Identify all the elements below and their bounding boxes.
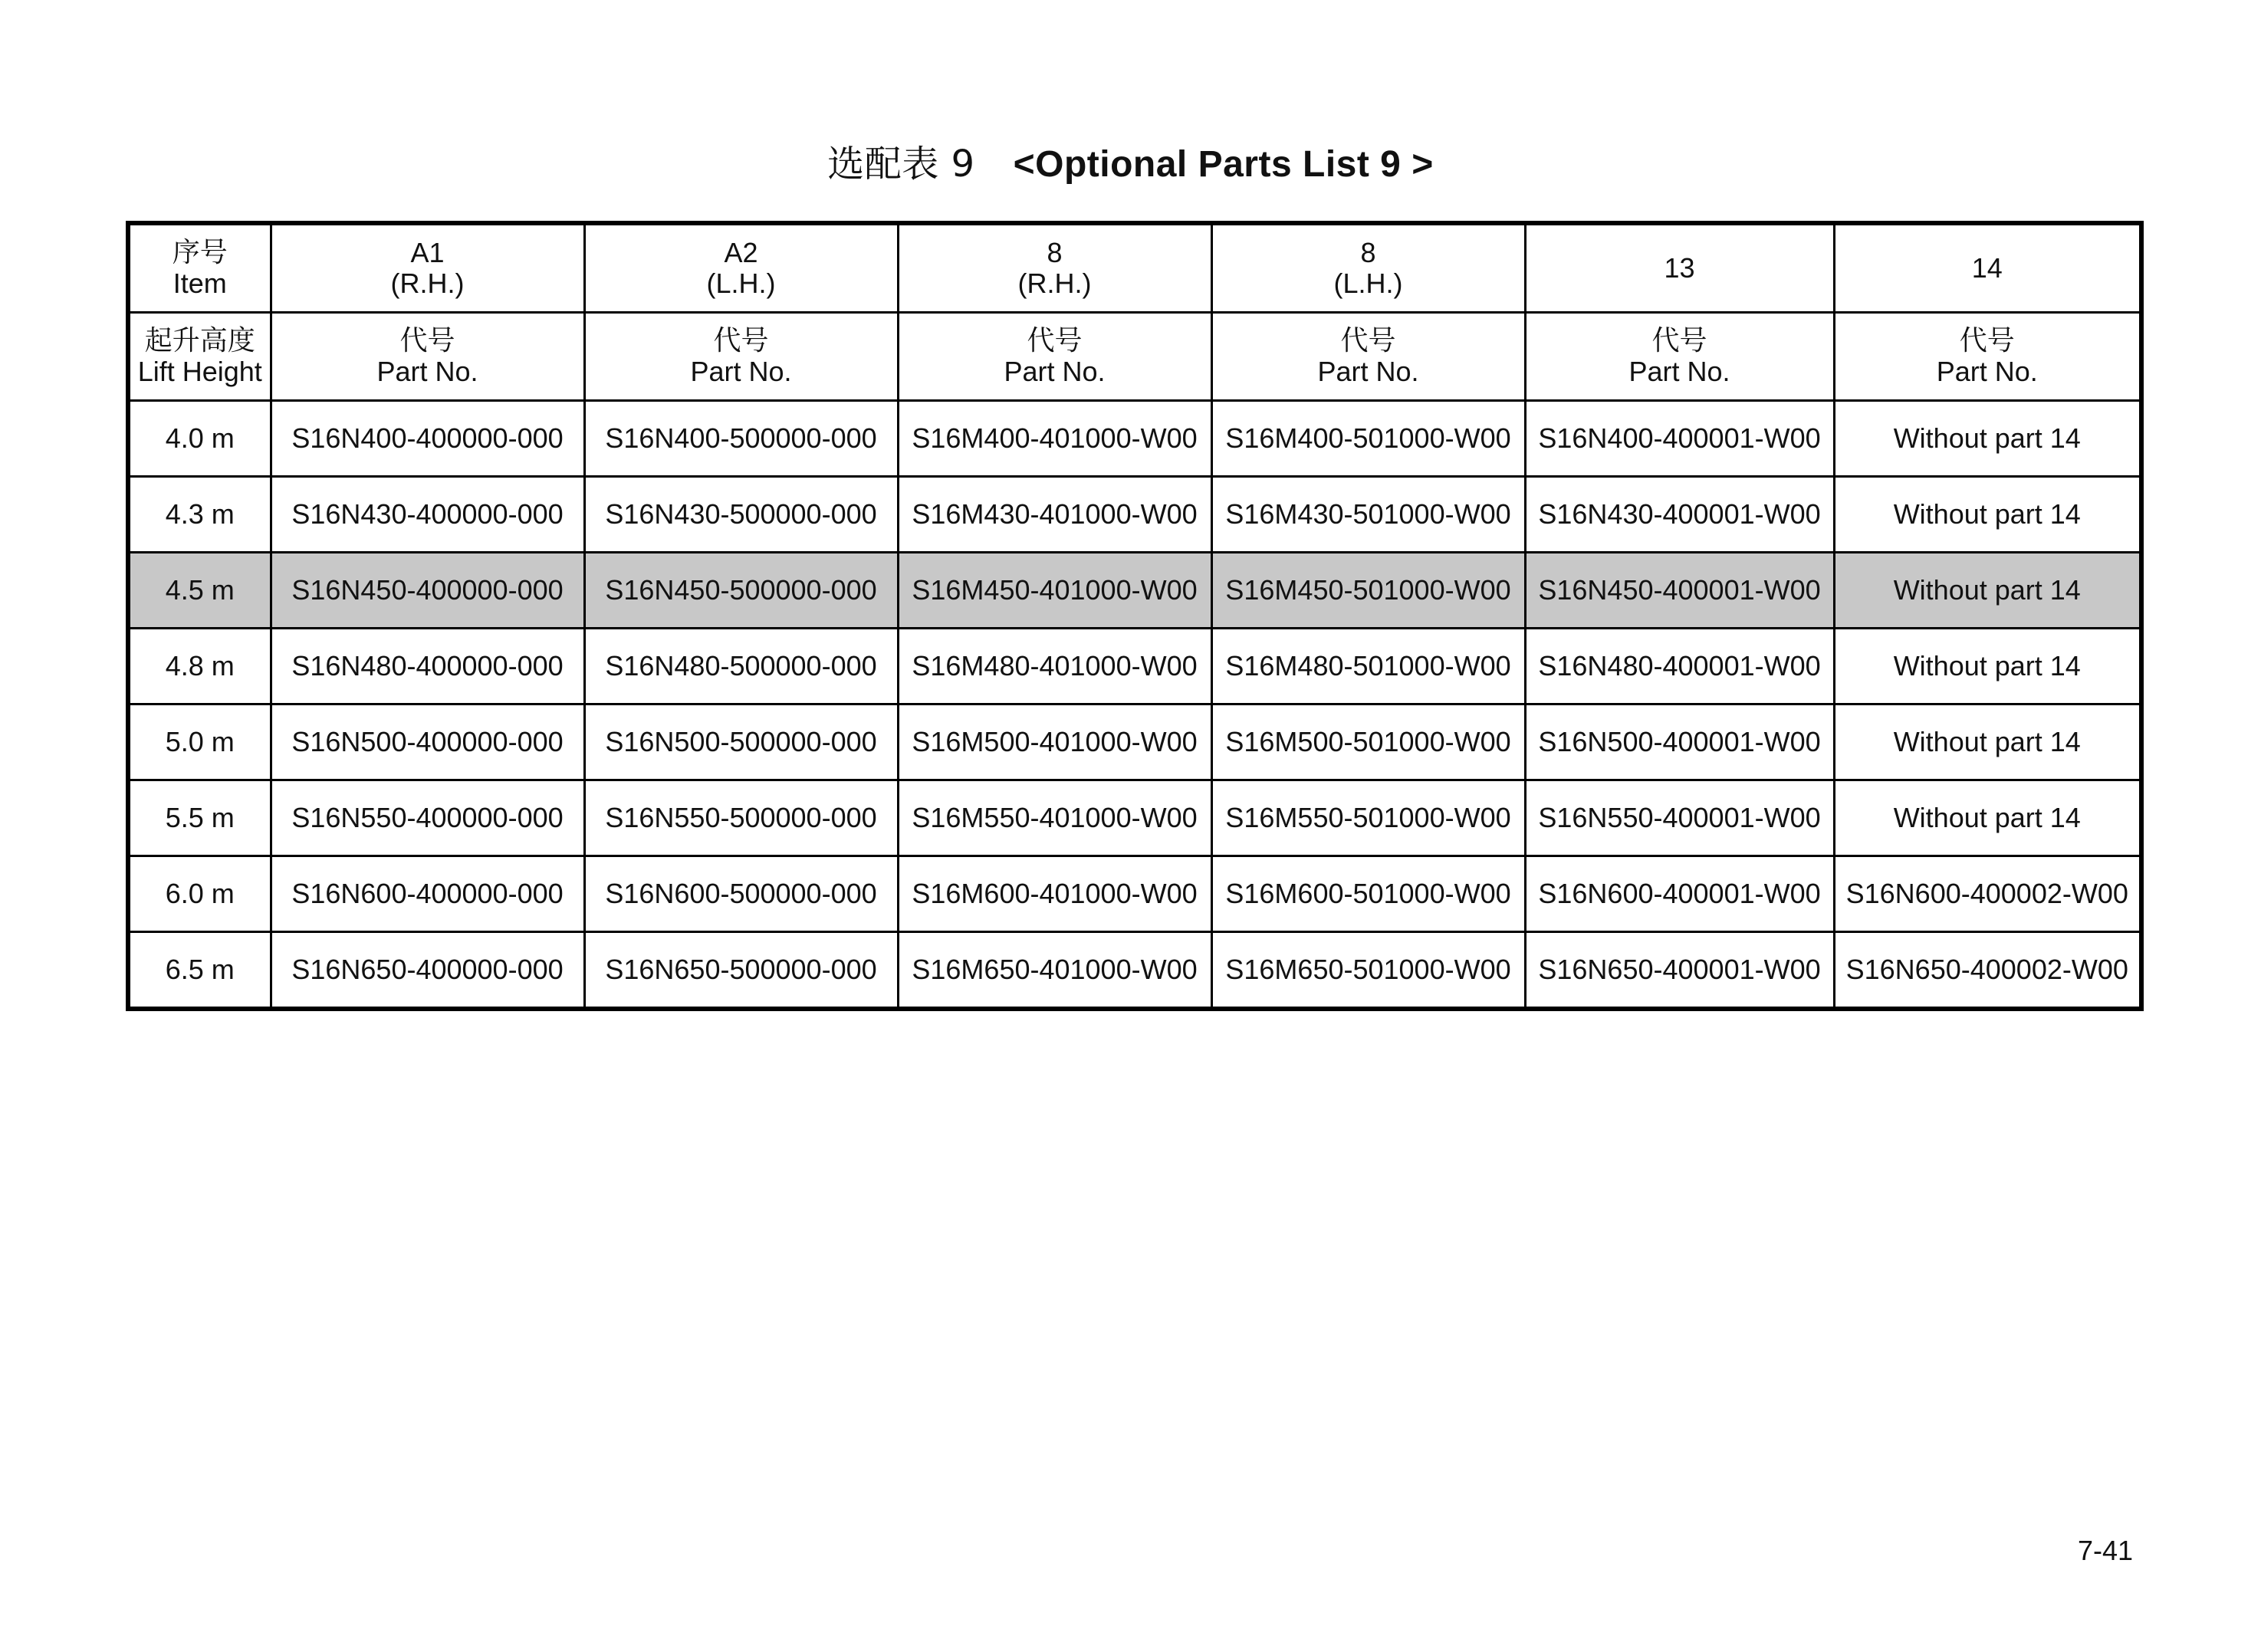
part-no-cell: S16N430-400001-W00 — [1525, 477, 1834, 553]
header-row-item — [128, 223, 2141, 313]
part-no-cell: S16M430-401000-W00 — [898, 477, 1211, 553]
part-no-cell: S16M500-401000-W00 — [898, 704, 1211, 780]
part-no-cell: Without part 14 — [1834, 553, 2141, 629]
part-no-cell: S16M480-501000-W00 — [1211, 629, 1525, 704]
part-no-cell: S16N550-500000-000 — [584, 780, 898, 856]
part-no-cell: S16M600-501000-W00 — [1211, 856, 1525, 932]
part-no-cell: S16N400-400000-000 — [271, 401, 584, 477]
table-row — [128, 856, 2141, 932]
header-cell: 14 — [1834, 223, 2141, 313]
part-no-cell: Without part 14 — [1834, 704, 2141, 780]
header-cell: 8 (L.H.) — [1211, 223, 1525, 313]
part-no-cell: S16N400-400001-W00 — [1525, 401, 1834, 477]
part-no-cell: S16N500-500000-000 — [584, 704, 898, 780]
table-row — [128, 629, 2141, 704]
part-no-cell: S16M550-501000-W00 — [1211, 780, 1525, 856]
header-cell: 13 — [1525, 223, 1834, 313]
part-no-cell: S16N550-400000-000 — [271, 780, 584, 856]
part-no-cell: S16M400-501000-W00 — [1211, 401, 1525, 477]
header-cell: 代号 Part No. — [1834, 313, 2141, 401]
header-cell: A2 (L.H.) — [584, 223, 898, 313]
lift-height-cell: 4.5 m — [128, 553, 271, 629]
part-no-cell: S16N650-400001-W00 — [1525, 932, 1834, 1010]
lift-height-cell: 6.0 m — [128, 856, 271, 932]
part-no-cell: S16N430-400000-000 — [271, 477, 584, 553]
header-cell: 8 (R.H.) — [898, 223, 1211, 313]
optional-parts-table — [126, 221, 2144, 1011]
page-title — [0, 134, 2261, 187]
part-no-cell: S16N480-400001-W00 — [1525, 629, 1834, 704]
part-no-cell: S16N500-400000-000 — [271, 704, 584, 780]
part-no-cell: Without part 14 — [1834, 629, 2141, 704]
part-no-cell: S16N600-500000-000 — [584, 856, 898, 932]
part-no-cell: S16N400-500000-000 — [584, 401, 898, 477]
table-row — [128, 401, 2141, 477]
table-row — [128, 704, 2141, 780]
header-cell: 代号 Part No. — [898, 313, 1211, 401]
header-cell: 起升高度 Lift Height — [128, 313, 271, 401]
header-cell: 代号 Part No. — [1211, 313, 1525, 401]
part-no-cell: S16N450-400001-W00 — [1525, 553, 1834, 629]
table-row — [128, 932, 2141, 1010]
part-no-cell: S16M480-401000-W00 — [898, 629, 1211, 704]
part-no-cell: S16N600-400001-W00 — [1525, 856, 1834, 932]
header-cell: 代号 Part No. — [584, 313, 898, 401]
lift-height-cell: 5.0 m — [128, 704, 271, 780]
part-no-cell: S16M450-401000-W00 — [898, 553, 1211, 629]
title-cn: 选配表 9 — [827, 143, 975, 186]
table-row — [128, 780, 2141, 856]
part-no-cell: Without part 14 — [1834, 477, 2141, 553]
header-cell: 代号 Part No. — [271, 313, 584, 401]
part-no-cell: S16N480-400000-000 — [271, 629, 584, 704]
part-no-cell: S16N650-400002-W00 — [1834, 932, 2141, 1010]
part-no-cell: S16N600-400002-W00 — [1834, 856, 2141, 932]
table-row-highlighted — [128, 553, 2141, 629]
title-en: <Optional Parts List 9 > — [1013, 144, 1434, 185]
part-no-cell: S16N450-400000-000 — [271, 553, 584, 629]
part-no-cell: S16N650-500000-000 — [584, 932, 898, 1010]
lift-height-cell: 5.5 m — [128, 780, 271, 856]
header-row-part-no — [128, 313, 2141, 401]
part-no-cell: S16N500-400001-W00 — [1525, 704, 1834, 780]
part-no-cell: S16M500-501000-W00 — [1211, 704, 1525, 780]
lift-height-cell: 4.0 m — [128, 401, 271, 477]
part-no-cell: S16N550-400001-W00 — [1525, 780, 1834, 856]
part-no-cell: S16M550-401000-W00 — [898, 780, 1211, 856]
part-no-cell: S16M600-401000-W00 — [898, 856, 1211, 932]
part-no-cell: S16M430-501000-W00 — [1211, 477, 1525, 553]
part-no-cell: S16N650-400000-000 — [271, 932, 584, 1010]
lift-height-cell: 6.5 m — [128, 932, 271, 1010]
part-no-cell: S16M650-401000-W00 — [898, 932, 1211, 1010]
part-no-cell: S16M450-501000-W00 — [1211, 553, 1525, 629]
header-cell: A1 (R.H.) — [271, 223, 584, 313]
part-no-cell: S16N430-500000-000 — [584, 477, 898, 553]
part-no-cell: S16N450-500000-000 — [584, 553, 898, 629]
table-row — [128, 477, 2141, 553]
part-no-cell: S16M400-401000-W00 — [898, 401, 1211, 477]
lift-height-cell: 4.8 m — [128, 629, 271, 704]
part-no-cell: S16N600-400000-000 — [271, 856, 584, 932]
lift-height-cell: 4.3 m — [128, 477, 271, 553]
page-number: 7-41 — [2077, 1535, 2133, 1566]
header-cell: 代号 Part No. — [1525, 313, 1834, 401]
part-no-cell: S16M650-501000-W00 — [1211, 932, 1525, 1010]
part-no-cell: S16N480-500000-000 — [584, 629, 898, 704]
part-no-cell: Without part 14 — [1834, 401, 2141, 477]
part-no-cell: Without part 14 — [1834, 780, 2141, 856]
header-cell: 序号 Item — [128, 223, 271, 313]
